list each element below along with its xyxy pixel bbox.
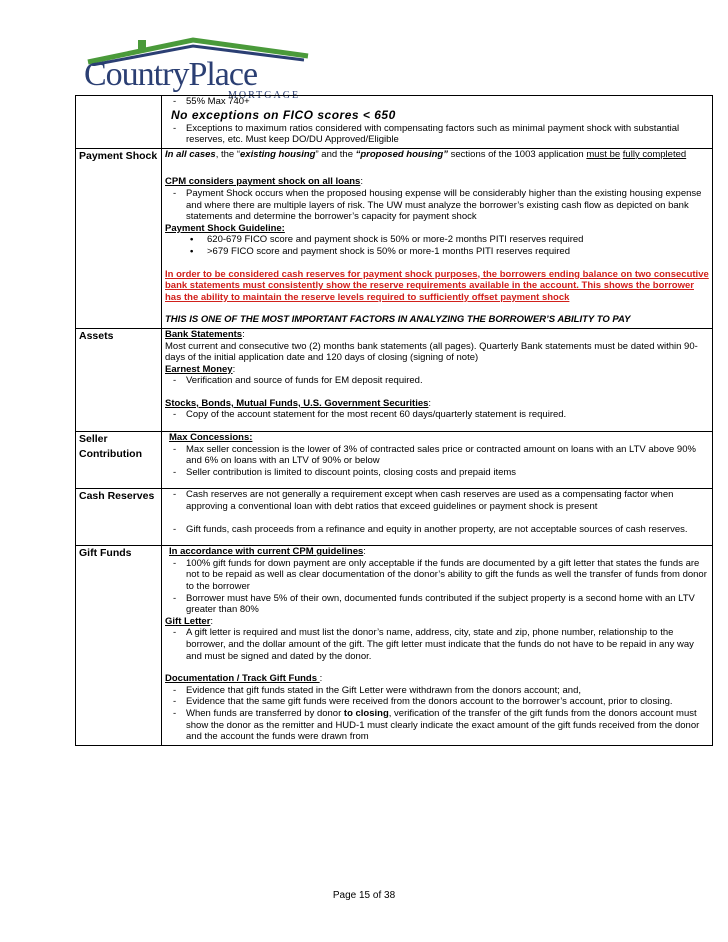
securities-line: - Copy of the account statement for the most recent 60 days/quarterly statement is required.: [165, 409, 709, 421]
logo-subtitle: MORTGAGE: [228, 90, 301, 101]
max-concessions-heading: Max Concessions:: [169, 432, 253, 444]
ratio-line: - 55% Max 740+: [165, 96, 709, 108]
bank-statements-text: Most current and consecutive two (2) months bank statements (all pages). Quarterly Bank statements must be dated within 90-days of the initial application date and 120 days of closing (signing of note): [165, 340, 698, 364]
row-label-assets: Assets: [76, 328, 162, 431]
row-body-cash-reserves: [162, 489, 713, 546]
guidelines-table: [75, 95, 713, 746]
page-number: Page 15 of 38: [332, 890, 396, 901]
cpm-considers-heading: CPM considers payment shock on all loans:: [165, 176, 363, 188]
row-body-ratios: [162, 96, 713, 149]
payment-shock-intro: In all cases, the “existing housing” and the “proposed housing” sections of the 1003 application must be fully completed: [165, 148, 687, 160]
exceptions-line: - Exceptions to maximum ratios considered with compensating factors such as minimal payment shock with substantial reserves, etc. Must keep DO/DU Approved/Eligible: [165, 123, 709, 146]
cash-reserves-line: - Cash reserves are not generally a requirement except when cash reserves are used as a compensating factor when approving a conventional loan with debt ratios that exceed guidelines or payment shock is present: [165, 489, 709, 512]
bank-statements-heading: Bank Statements:: [165, 328, 245, 340]
seller-concession-line: - Max seller concession is the lower of 3% of contracted sales price or contracted amount on loans with an LTV above 90% and 6% on loans with an LTV of 90% or below: [165, 444, 709, 467]
securities-heading: Stocks, Bonds, Mutual Funds, U.S. Government Securities:: [165, 397, 432, 409]
seller-contribution-line: - Seller contribution is limited to discount points, closing costs and prepaid items: [165, 467, 709, 479]
table-row: [76, 432, 713, 489]
company-logo: [78, 36, 318, 102]
row-body-seller: [162, 432, 713, 489]
unacceptable-sources-line: - Gift funds, cash proceeds from a refinance and equity in another property, are not acceptable sources of cash reserves.: [165, 524, 709, 536]
logo-wordmark: CountryPlace: [84, 56, 258, 93]
guideline-bullet: • >679 FICO score and payment shock is 50% or more-1 months PITI reserves required: [165, 246, 709, 258]
row-label-empty: [76, 96, 162, 149]
earnest-money-heading: Earnest Money:: [165, 363, 236, 375]
payment-shock-guideline-heading: Payment Shock Guideline:: [165, 222, 285, 234]
track-line: - Evidence that the same gift funds were received from the donors account to the borrower’s account, prior to closing.: [165, 696, 709, 708]
row-body-assets: [162, 328, 713, 431]
cpm-guidelines-heading: In accordance with current CPM guidelines:: [169, 546, 366, 558]
table-row: [76, 546, 713, 746]
table-row: [76, 328, 713, 431]
row-label-cash-reserves: Cash Reserves: [76, 489, 162, 546]
earnest-money-line: - Verification and source of funds for EM deposit required.: [165, 375, 709, 387]
row-body-payment-shock: [162, 148, 713, 328]
table-row: [76, 148, 713, 328]
row-body-gift-funds: [162, 546, 713, 746]
table-row: [76, 96, 713, 149]
row-label-payment-shock: Payment Shock: [76, 148, 162, 328]
fico-exception-note: No exceptions on FICO scores < 650: [171, 107, 396, 122]
track-line: - When funds are transferred by donor to closing, verification of the transfer of the gift funds from the donors account must show the donor as the remitter and HUD-1 must clearly indicate the exact amount of the gift funds received from the donor and the account the funds were drawn from: [165, 708, 709, 743]
gift-letter-line: - A gift letter is required and must list the donor’s name, address, city, state and zip, phone number, relationship to the borrower, and the dollar amount of the gift. The gift letter must indicate that the funds do not have to be repaid in any way and must be signed and dated by the donor.: [165, 627, 709, 662]
gift-letter-heading: Gift Letter:: [165, 615, 214, 627]
guideline-bullet: • 620-679 FICO score and payment shock is 50% or more-2 months PITI reserves required: [165, 234, 709, 246]
row-label-seller: Seller Contribution: [76, 432, 162, 489]
second-home-line: - Borrower must have 5% of their own, documented funds contributed if the subject property is a second home with an LTV greater than 80%: [165, 593, 709, 616]
track-gift-funds-heading: Documentation / Track Gift Funds :: [165, 673, 323, 685]
reserve-warning: In order to be considered cash reserves for payment shock purposes, the borrowers ending balance on two consecutive bank statements must consistently show the reserve requirements available in the account. This shows the borrower has the ability to maintain the reserve levels required to sufficiently offset payment shock: [165, 268, 709, 303]
track-line: - Evidence that gift funds stated in the Gift Letter were withdrawn from the donors account; and,: [165, 685, 709, 697]
gift-funds-line: - 100% gift funds for down payment are only acceptable if the funds are documented by a gift letter that states the funds are not to be repaid as well as clear documentation of the donor’s ability to gift the funds as well the transfer of funds from donor to the borrower: [165, 558, 709, 593]
table-row: [76, 489, 713, 546]
row-label-gift-funds: Gift Funds: [76, 546, 162, 746]
payment-shock-definition: - Payment Shock occurs when the proposed housing expense will be considerably higher than the existing housing expense and where there are multiple layers of risk. The UW must analyze the borrower’s existing cash flow as depicted on bank statements and determine the borrower’s capacity for payment shock: [165, 188, 709, 223]
important-factor-note: THIS IS ONE OF THE MOST IMPORTANT FACTORS IN ANALYZING THE BORROWER’S ABILITY TO PAY: [165, 314, 631, 326]
